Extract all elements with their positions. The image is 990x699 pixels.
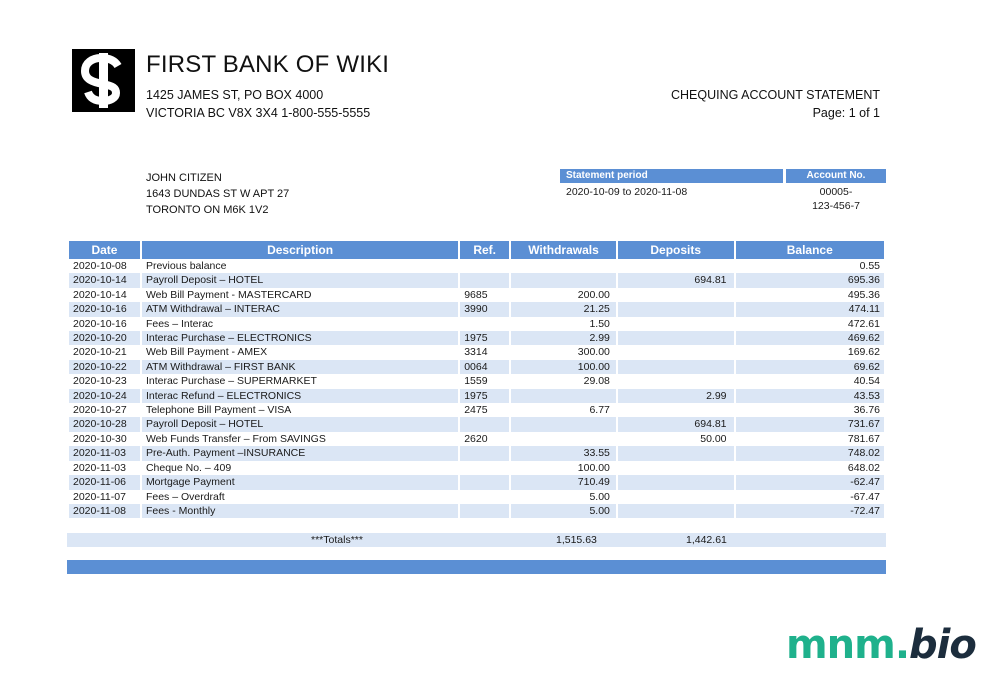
table-row bbox=[69, 461, 884, 475]
table-row bbox=[69, 403, 884, 417]
cell-ref: 2620 bbox=[464, 432, 488, 445]
table-row bbox=[69, 302, 884, 316]
footer-bar bbox=[67, 560, 886, 574]
cell-date: 2020-10-21 bbox=[73, 346, 127, 359]
cell-balance: 648.02 bbox=[847, 461, 880, 474]
statement-heading bbox=[671, 86, 880, 122]
cell-balance: 40.54 bbox=[853, 375, 880, 388]
transactions-table bbox=[67, 241, 886, 518]
cell-ref bbox=[460, 490, 509, 504]
cell-withdrawal: 6.77 bbox=[589, 404, 610, 417]
cell-withdrawal: 100.00 bbox=[577, 461, 610, 474]
bank-address-line1: 1425 JAMES ST, PO BOX 4000 bbox=[146, 88, 324, 102]
table-row bbox=[69, 417, 884, 431]
cell-date: 2020-11-06 bbox=[69, 475, 140, 489]
header-withdrawals: Withdrawals bbox=[511, 241, 616, 259]
cell-ref bbox=[460, 317, 509, 331]
cell-balance: -72.47 bbox=[736, 504, 884, 518]
cell-withdrawal bbox=[511, 259, 616, 273]
cell-balance: -62.47 bbox=[736, 475, 884, 489]
cell-date: 2020-10-08 bbox=[73, 260, 127, 272]
cell-withdrawal bbox=[511, 273, 616, 287]
cell-ref bbox=[460, 273, 509, 287]
page-number: Page: 1 of 1 bbox=[812, 106, 880, 120]
cell-ref bbox=[460, 475, 509, 489]
table-header-row bbox=[69, 241, 884, 259]
customer-street: 1643 DUNDAS ST W APT 27 bbox=[146, 188, 290, 200]
cell-balance: 472.61 bbox=[847, 317, 880, 330]
cell-withdrawal: 100.00 bbox=[511, 360, 616, 374]
cell-deposit bbox=[618, 446, 734, 460]
cell-balance: 781.67 bbox=[847, 432, 880, 445]
cell-ref bbox=[460, 504, 509, 518]
cell-ref: 3314 bbox=[464, 346, 488, 359]
cell-withdrawal: 710.49 bbox=[511, 475, 616, 489]
cell-withdrawal: 300.00 bbox=[577, 346, 610, 359]
cell-withdrawal: 29.08 bbox=[583, 375, 610, 388]
cell-date: 2020-10-28 bbox=[69, 417, 140, 431]
table-row bbox=[69, 360, 884, 374]
cell-date: 2020-10-22 bbox=[69, 360, 140, 374]
cell-date: 2020-10-14 bbox=[73, 288, 127, 301]
cell-balance: -67.47 bbox=[850, 490, 880, 503]
table-row bbox=[69, 317, 884, 331]
cell-balance: 0.55 bbox=[859, 260, 880, 272]
cell-description: Pre-Auth. Payment –INSURANCE bbox=[142, 446, 458, 460]
cell-date: 2020-10-30 bbox=[73, 432, 127, 445]
cell-ref: 3990 bbox=[460, 302, 509, 316]
cell-description: Interac Purchase – ELECTRONICS bbox=[142, 331, 458, 345]
table-row bbox=[69, 331, 884, 345]
cell-deposit bbox=[618, 504, 734, 518]
totals-label: ***Totals*** bbox=[311, 534, 363, 546]
cell-deposit bbox=[618, 403, 734, 417]
cell-date: 2020-10-16 bbox=[73, 317, 127, 330]
cell-withdrawal bbox=[511, 389, 616, 403]
cell-ref: 1559 bbox=[464, 375, 488, 388]
cell-deposit bbox=[618, 461, 734, 475]
customer-city: TORONTO ON M6K 1V2 bbox=[146, 204, 269, 216]
cell-description: ATM Withdrawal – FIRST BANK bbox=[142, 360, 458, 374]
cell-balance: 36.76 bbox=[853, 404, 880, 417]
cell-ref: 0064 bbox=[460, 360, 509, 374]
cell-deposit bbox=[618, 374, 734, 388]
cell-description: Web Bill Payment - AMEX bbox=[145, 346, 268, 359]
cell-withdrawal: 33.55 bbox=[511, 446, 616, 460]
cell-description: ATM Withdrawal – INTERAC bbox=[142, 302, 458, 316]
cell-ref bbox=[460, 259, 509, 273]
cell-date: 2020-11-03 bbox=[73, 461, 126, 474]
table-row bbox=[69, 432, 884, 446]
cell-withdrawal: 21.25 bbox=[511, 302, 616, 316]
customer-address bbox=[146, 170, 289, 218]
table-row bbox=[69, 389, 884, 403]
cell-balance: 731.67 bbox=[736, 417, 884, 431]
statement-period-box bbox=[560, 169, 886, 213]
cell-deposit: 694.81 bbox=[618, 273, 734, 287]
cell-deposit bbox=[618, 345, 734, 359]
statement-period-value: 2020-10-09 to 2020-11-08 bbox=[566, 186, 688, 198]
customer-name: JOHN CITIZEN bbox=[146, 172, 222, 184]
transactions-body bbox=[69, 259, 884, 518]
cell-deposit: 50.00 bbox=[700, 432, 727, 445]
cell-balance: 469.62 bbox=[736, 331, 884, 345]
cell-balance: 495.36 bbox=[847, 288, 880, 301]
cell-ref bbox=[460, 461, 509, 475]
totals-deposits: 1,442.61 bbox=[686, 534, 727, 546]
cell-balance: 69.62 bbox=[736, 360, 884, 374]
totals-row bbox=[67, 533, 886, 547]
header-ref: Ref. bbox=[460, 241, 509, 259]
cell-deposit: 2.99 bbox=[618, 389, 734, 403]
cell-balance: 748.02 bbox=[736, 446, 884, 460]
watermark-part1: mnm. bbox=[786, 622, 910, 668]
cell-date: 2020-11-07 bbox=[73, 490, 126, 503]
totals-withdrawals: 1,515.63 bbox=[556, 534, 597, 546]
bank-name: FIRST BANK OF WIKI bbox=[146, 51, 390, 78]
cell-balance: 695.36 bbox=[736, 273, 884, 287]
cell-deposit bbox=[618, 360, 734, 374]
cell-description: Fees – Overdraft bbox=[145, 490, 225, 503]
table-row bbox=[69, 446, 884, 460]
cell-description: Web Funds Transfer – From SAVINGS bbox=[145, 432, 326, 445]
cell-withdrawal bbox=[511, 432, 616, 446]
cell-deposit bbox=[618, 317, 734, 331]
cell-description: Fees – Interac bbox=[145, 317, 214, 330]
account-number-label: Account No. bbox=[786, 169, 886, 183]
cell-ref bbox=[460, 446, 509, 460]
account-number-value: 00005- 123-456-7 bbox=[812, 186, 860, 212]
cell-ref: 1975 bbox=[460, 331, 509, 345]
bank-address bbox=[146, 86, 370, 122]
cell-description: Interac Refund – ELECTRONICS bbox=[142, 389, 458, 403]
table-row bbox=[69, 288, 884, 302]
cell-withdrawal: 5.00 bbox=[589, 490, 610, 503]
header-description: Description bbox=[142, 241, 458, 259]
cell-ref: 1975 bbox=[460, 389, 509, 403]
table-row bbox=[69, 374, 884, 388]
table-row bbox=[69, 490, 884, 504]
cell-date: 2020-11-08 bbox=[69, 504, 140, 518]
cell-description: Mortgage Payment bbox=[142, 475, 458, 489]
cell-date: 2020-11-03 bbox=[69, 446, 140, 460]
cell-description: Fees - Monthly bbox=[142, 504, 458, 518]
dollar-sign-icon bbox=[72, 49, 135, 112]
cell-withdrawal: 1.50 bbox=[589, 317, 610, 330]
statement-period-label: Statement period bbox=[560, 169, 783, 183]
cell-date: 2020-10-16 bbox=[69, 302, 140, 316]
cell-description: Payroll Deposit – HOTEL bbox=[142, 417, 458, 431]
cell-deposit bbox=[618, 288, 734, 302]
cell-balance: 474.11 bbox=[736, 302, 884, 316]
bank-logo bbox=[72, 49, 135, 112]
watermark-logo bbox=[786, 622, 976, 668]
table-row bbox=[69, 259, 884, 273]
cell-deposit bbox=[618, 475, 734, 489]
statement-title: CHEQUING ACCOUNT STATEMENT bbox=[670, 88, 880, 102]
cell-deposit bbox=[618, 259, 734, 273]
watermark-part2: bio bbox=[909, 622, 976, 668]
table-row bbox=[69, 504, 884, 518]
bank-address-line2: VICTORIA BC V8X 3X4 1-800-555-5555 bbox=[146, 106, 371, 120]
cell-deposit bbox=[618, 302, 734, 316]
table-row bbox=[69, 273, 884, 287]
cell-description: Web Bill Payment - MASTERCARD bbox=[145, 288, 312, 301]
cell-ref: 2475 bbox=[464, 404, 488, 417]
cell-deposit: 694.81 bbox=[618, 417, 734, 431]
cell-date: 2020-10-14 bbox=[69, 273, 140, 287]
cell-balance: 43.53 bbox=[736, 389, 884, 403]
cell-description: Payroll Deposit – HOTEL bbox=[142, 273, 458, 287]
cell-deposit bbox=[618, 490, 734, 504]
table-row bbox=[69, 345, 884, 359]
cell-description: Previous balance bbox=[145, 260, 227, 272]
cell-description: Interac Purchase – SUPERMARKET bbox=[145, 375, 317, 388]
cell-withdrawal: 5.00 bbox=[511, 504, 616, 518]
cell-withdrawal: 200.00 bbox=[577, 288, 610, 301]
cell-description: Telephone Bill Payment – VISA bbox=[145, 404, 292, 417]
header-balance: Balance bbox=[736, 241, 884, 259]
cell-balance: 169.62 bbox=[847, 346, 880, 359]
table-row bbox=[69, 475, 884, 489]
cell-withdrawal bbox=[511, 417, 616, 431]
cell-date: 2020-10-27 bbox=[73, 404, 127, 417]
cell-description: Cheque No. – 409 bbox=[145, 461, 232, 474]
cell-deposit bbox=[618, 331, 734, 345]
cell-date: 2020-10-20 bbox=[69, 331, 140, 345]
header-date: Date bbox=[69, 241, 140, 259]
cell-ref bbox=[460, 417, 509, 431]
cell-withdrawal: 2.99 bbox=[511, 331, 616, 345]
cell-date: 2020-10-24 bbox=[69, 389, 140, 403]
header-deposits: Deposits bbox=[618, 241, 734, 259]
cell-ref: 9685 bbox=[464, 288, 488, 301]
cell-date: 2020-10-23 bbox=[73, 375, 127, 388]
